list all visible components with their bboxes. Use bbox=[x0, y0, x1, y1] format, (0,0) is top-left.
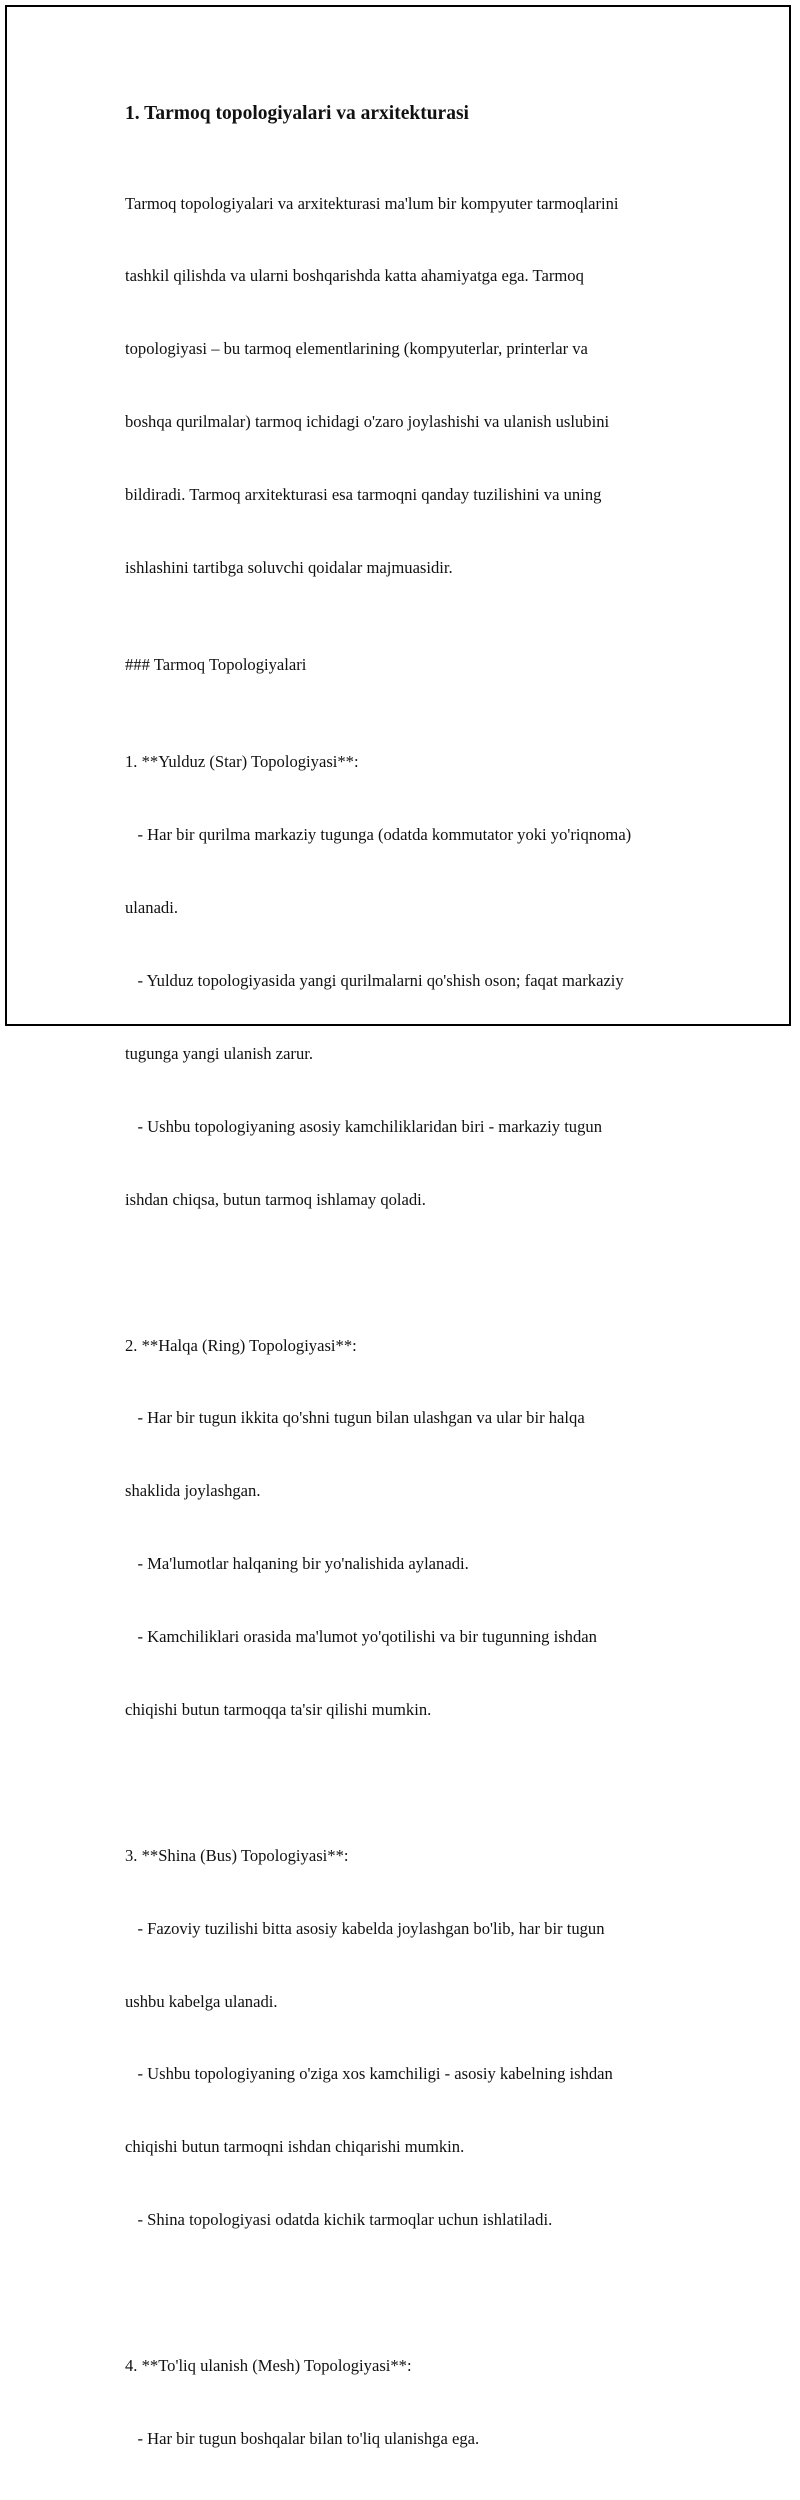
document-body bbox=[125, 101, 725, 2500]
list-line: tugunga yangi ulanish zarur. bbox=[125, 1043, 314, 1063]
list-line: - Ma'lumotlar halqaning bir yo'nalishida aylanadi. bbox=[125, 1554, 469, 1574]
list-item-star bbox=[125, 702, 725, 1261]
list-line: ulanadi. bbox=[125, 898, 178, 918]
intro-line: Tarmoq topologiyalari va arxitekturasi ma'lum bir kompyuter tarmoqlarini bbox=[125, 193, 619, 213]
list-line: 4. **To'liq ulanish (Mesh) Topologiyasi**: bbox=[125, 2356, 412, 2376]
list-item-ring bbox=[125, 1285, 725, 1771]
list-line: chiqishi butun tarmoqqa ta'sir qilishi mumkin. bbox=[125, 1700, 432, 1719]
list-line: - Ushbu topologiyaning asosiy kamchiliklaridan biri - markaziy tugun bbox=[125, 1116, 602, 1136]
document-title: 1. Tarmoq topologiyalari va arxitekturasi bbox=[125, 103, 469, 124]
intro-line: tashkil qilishda va ularni boshqarishda katta ahamiyatga ega. Tarmoq bbox=[125, 266, 584, 286]
list-line: - Ushbu topologiyaning o'ziga xos kamchiligi - asosiy kabelning ishdan bbox=[125, 2064, 613, 2084]
list-line: - Kamchiliklari orasida ma'lumot yo'qotilishi va bir tugunning ishdan bbox=[125, 1627, 597, 1647]
list-line: 1. **Yulduz (Star) Topologiyasi**: bbox=[125, 752, 359, 772]
intro-line: boshqa qurilmalar) tarmoq ichidagi o'zaro joylashishi va ulanish uslubini bbox=[125, 412, 610, 432]
list-item-mesh bbox=[125, 2305, 725, 2499]
list-line: ishdan chiqsa, butun tarmoq ishlamay qoladi. bbox=[125, 1189, 426, 1209]
list-line: 3. **Shina (Bus) Topologiyasi**: bbox=[125, 1845, 349, 1865]
list-line: shaklida joylashgan. bbox=[125, 1481, 261, 1501]
list-line: chiqishi butun tarmoqni ishdan chiqarishi mumkin. bbox=[125, 2137, 465, 2157]
list-line: - Har bir tugun ikkita qo'shni tugun bilan ulashgan va ular bir halqa bbox=[125, 1408, 585, 1428]
list-line: - Yulduz topologiyasida yangi qurilmalarni qo'shish oson; faqat markaziy bbox=[125, 971, 624, 991]
list-item-bus bbox=[125, 1795, 725, 2281]
intro-line: topologiyasi – bu tarmoq elementlarining (kompyuterlar, printerlar va bbox=[125, 339, 588, 359]
list-line: ushbu kabelga ulanadi. bbox=[125, 1991, 278, 2011]
list-line: 2. **Halqa (Ring) Topologiyasi**: bbox=[125, 1335, 357, 1355]
list-line: - Har bir qurilma markaziy tugunga (odatda kommutator yoki yo'riqnoma) bbox=[125, 825, 632, 845]
section-heading: ### Tarmoq Topologiyalari bbox=[125, 655, 307, 675]
list-line: - Fazoviy tuzilishi bitta asosiy kabelda joylashgan bo'lib, har bir tugun bbox=[125, 1918, 605, 1938]
intro-line: ishlashini tartibga soluvchi qoidalar majmuasidir. bbox=[125, 558, 453, 578]
list-line: - Har bir tugun boshqalar bilan to'liq ulanishga ega. bbox=[125, 2428, 480, 2448]
page-frame bbox=[5, 5, 791, 2448]
list-line: - Shina topologiyasi odatda kichik tarmoqlar uchun ishlatiladi. bbox=[125, 2210, 553, 2230]
intro-paragraph bbox=[125, 143, 725, 629]
intro-line: bildiradi. Tarmoq arxitekturasi esa tarmoqni qanday tuzilishini va uning bbox=[125, 485, 602, 505]
